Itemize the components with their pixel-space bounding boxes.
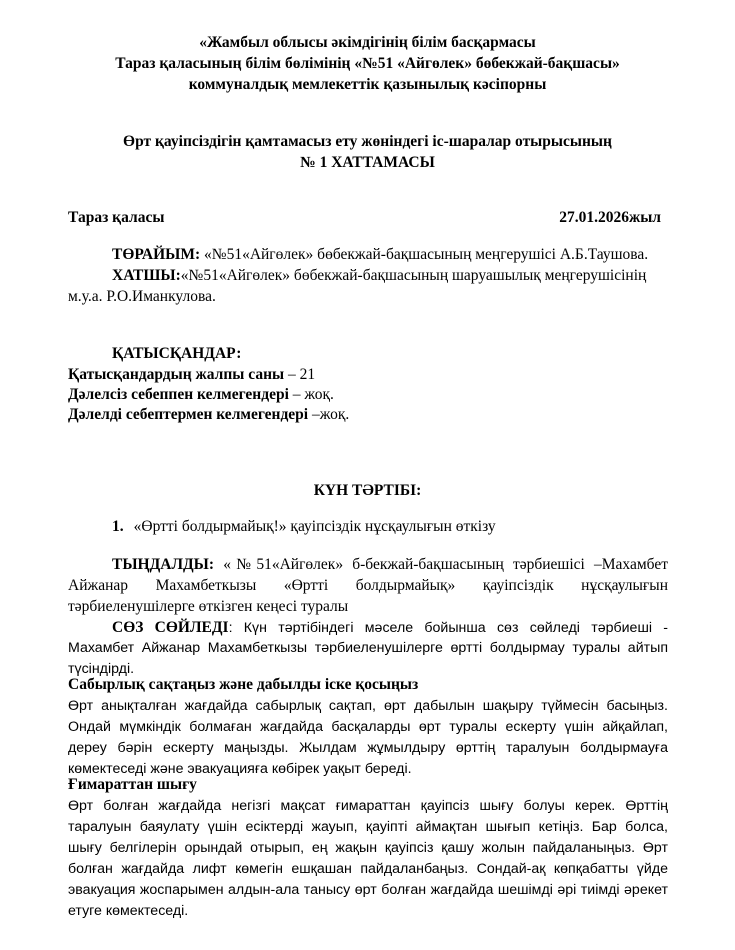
- secretary-text-2: м.у.а. Р.О.Иманкулова.: [68, 288, 216, 305]
- title-line-2: № 1 ХАТТАМАСЫ: [300, 154, 435, 171]
- spoke-line-3: түсіндірді.: [68, 661, 135, 677]
- header-line-3: коммуналдық мемлекеттік қазынылық кәсіпорны: [188, 76, 547, 93]
- participants-unexcused-value: – жоқ.: [288, 386, 334, 403]
- listened-line-1: [112, 554, 668, 575]
- chair-line: [112, 246, 648, 264]
- section-exit-line-5: эвакуация жоспарымен алдын-ала танысу өрт болған жағдайда шешімді әрі тиімді әрекет: [68, 882, 668, 898]
- listened-text-1: «№51«Айгөлек» б-бекжай-бақшасының тәрбиешісі –Махамбет: [214, 556, 668, 573]
- spoke-line-1: [112, 617, 668, 639]
- participants-total-value: – 21: [284, 366, 316, 383]
- section-heading-exit: Ғимараттан шығу: [68, 776, 197, 793]
- agenda-item-number: 1.: [112, 518, 124, 535]
- secretary-text: «№51«Айгөлек» бөбекжай-бақшасының шаруашылық меңгерушісінің: [180, 267, 647, 284]
- secretary-line: [112, 267, 646, 285]
- section-alarm-line-1: Өрт анықталған жағдайда сабырлық сақтап, өрт дабылын шақыру түймесін басыңыз.: [68, 698, 668, 714]
- section-alarm-line-2: Ондай мүмкіндік болмаған жағдайда басқаларды өрт туралы ескерту үшін айқайлап,: [68, 719, 668, 735]
- section-exit-line-3: шығу белгілерін орындай отырып, ең жақын қауіпсіз қашу жолын пайдаланыңыз. Өрт: [68, 840, 668, 856]
- participants-total: [68, 366, 315, 384]
- spoke-label: СӨЗ СӨЙЛЕДІ: [112, 619, 229, 636]
- agenda-item-text: «Өртті болдырмайық!» қауіпсіздік нұсқаулығын өткізу: [133, 518, 496, 535]
- section-exit-line-6: етуге көмектеседі.: [68, 903, 189, 919]
- listened-line-3: тәрбиеленушілерге өткізген кеңесі туралы: [68, 598, 349, 615]
- city: Тараз қаласы: [68, 209, 165, 226]
- section-exit-line-1: Өрт болған жағдайда негізгі мақсат ғимараттан қауіпсіз шығу болуы керек. Өрттің: [68, 798, 668, 814]
- spoke-line-2: Махамбет Айжанар Махамбеткызы тәрбиеленушілерге өртті болдырмау туралы айтып: [68, 640, 668, 656]
- section-alarm-line-3: дереу бәрін ескерту маңызды. Жылдам жұмылдыру өрттің таралуын болдырмауға: [68, 740, 668, 756]
- agenda-heading: КҮН ТӘРТІБІ:: [313, 482, 422, 499]
- section-exit-line-2: таралуын баяулату үшін есіктерді жауып, қауіпті аймақтан шығып кетіңіз. Бар болса,: [68, 819, 668, 835]
- spoke-text-1: : Күн тәртібіндегі мәселе бойынша сөз сөйледі тәрбиеші -: [228, 620, 668, 636]
- chair-text: «№51«Айгөлек» бөбекжай-бақшасының меңгерушісі А.Б.Таушова.: [200, 246, 649, 263]
- section-heading-alarm: Сабырлық сақтаңыз және дабылды іске қосыңыз: [68, 676, 419, 693]
- listened-label: ТЫҢДАЛДЫ:: [112, 556, 215, 573]
- section-exit-line-4: болған жағдайда лифт көмегін ешқашан пайдаланбаңыз. Сондай-ақ көпқабатты үйде: [68, 861, 668, 877]
- agenda-item: [112, 518, 496, 536]
- participants-unexcused-label: Дәлелсіз себеппен келмегендері: [68, 386, 289, 403]
- participants-excused: [68, 406, 349, 424]
- participants-excused-value: –жоқ.: [308, 406, 350, 423]
- title-line-1: Өрт қауіпсіздігін қамтамасыз ету жөніндегі іс-шаралар отырысының: [123, 133, 612, 150]
- participants-total-label: Қатысқандардың жалпы саны: [68, 366, 285, 383]
- header-line-1: «Жамбыл облысы әкімдігінің білім басқармасы: [199, 34, 536, 51]
- header-line-2: Тараз қаласының білім бөлімінің «№51 «Айгөлек» бөбекжай-бақшасы»: [115, 55, 620, 72]
- listened-line-2: Айжанар Махамбеткызы «Өртті болдырмайық» қауіпсіздік нұсқаулығын: [68, 577, 668, 594]
- secretary-label: ХАТШЫ:: [112, 267, 181, 284]
- participants-heading: ҚАТЫСҚАНДАР:: [112, 345, 242, 362]
- section-alarm-line-4: көмектеседі және эвакуацияға көбірек уақыт береді.: [68, 761, 412, 777]
- chair-label: ТӨРАЙЫМ:: [112, 246, 201, 263]
- participants-excused-label: Дәлелді себептермен келмегендері: [68, 406, 309, 423]
- participants-unexcused: [68, 386, 334, 404]
- document-date: 27.01.2026жыл: [559, 209, 661, 226]
